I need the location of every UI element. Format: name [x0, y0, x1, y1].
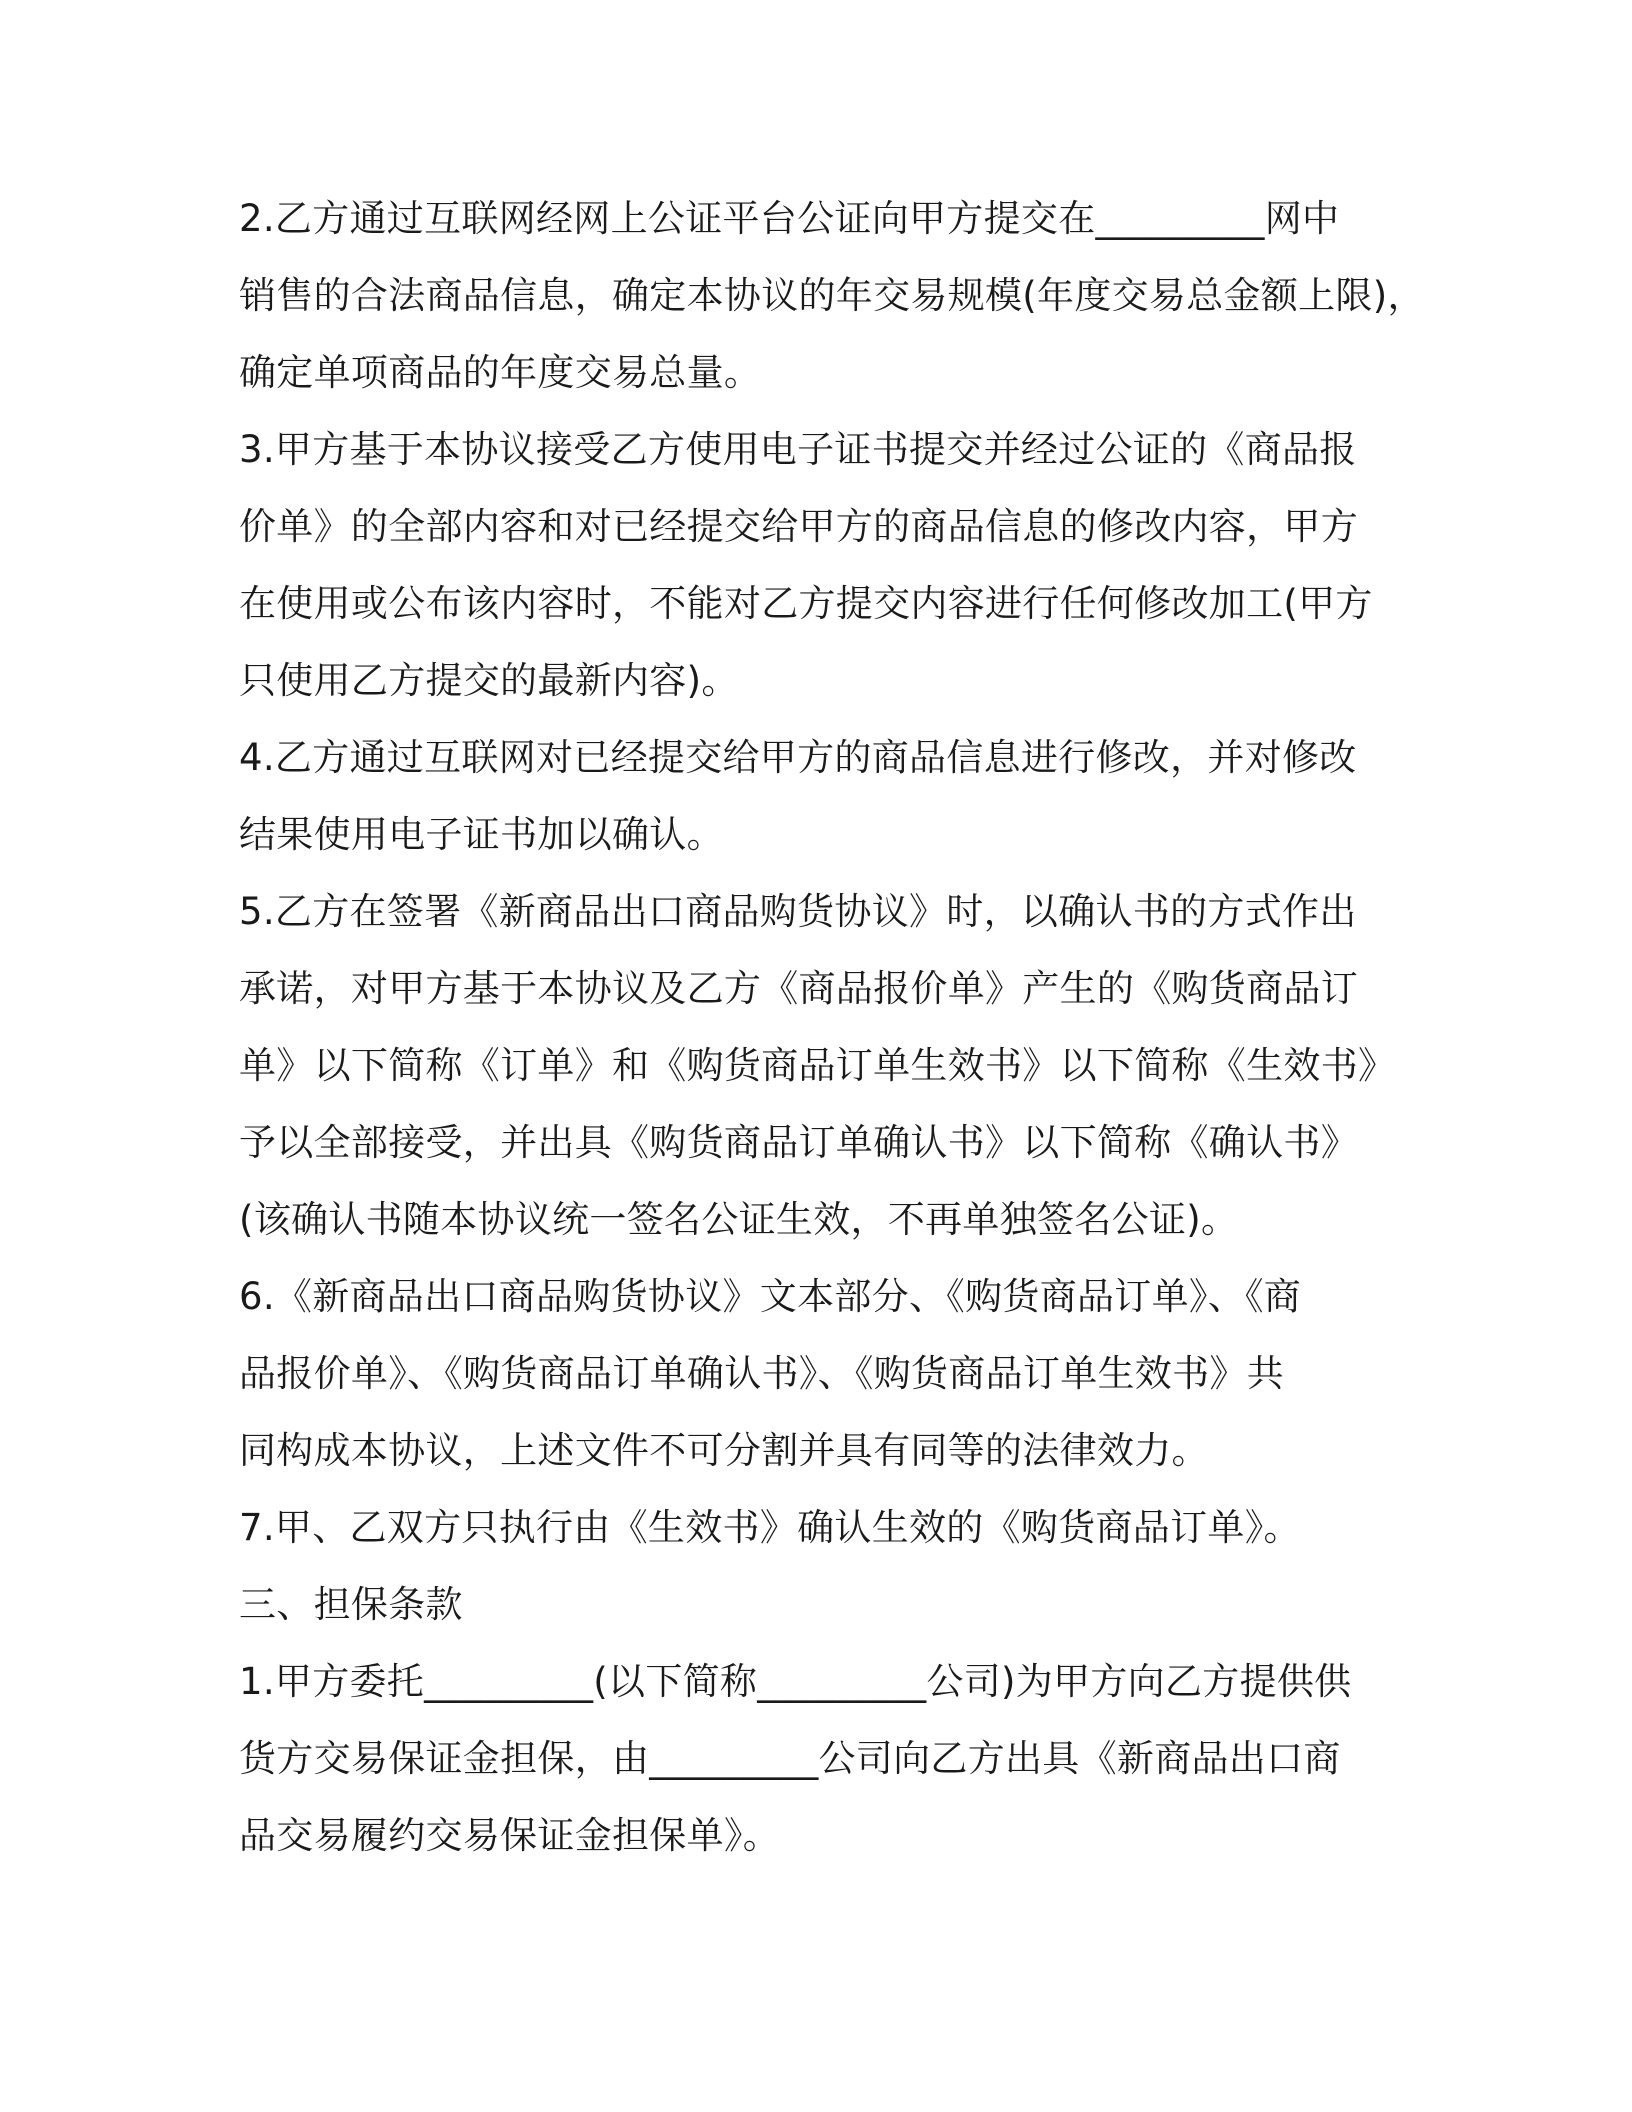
- text-line: 货方交易保证金担保，由_________公司向乙方出具《新商品出口商: [239, 1737, 1341, 1780]
- text-line: 同构成本协议，上述文件不可分割并具有同等的法律效力。: [239, 1429, 1209, 1472]
- text-line: 7.甲、乙双方只执行由《生效书》确认生效的《购货商品订单》。: [239, 1506, 1301, 1549]
- section-heading: 三、担保条款: [239, 1583, 463, 1626]
- text-line: 2.乙方通过互联网经网上公证平台公证向甲方提交在_________网中: [239, 197, 1340, 240]
- text-line: 3.甲方基于本协议接受乙方使用电子证书提交并经过公证的《商品报: [239, 428, 1357, 471]
- text-line: 确定单项商品的年度交易总量。: [239, 351, 762, 394]
- text-line: 4.乙方通过互联网对已经提交给甲方的商品信息进行修改，并对修改: [239, 736, 1357, 779]
- text-line: 销售的合法商品信息，确定本协议的年交易规模(年度交易总金额上限)，: [239, 274, 1425, 317]
- text-line: 价单》的全部内容和对已经提交给甲方的商品信息的修改内容，甲方: [239, 505, 1358, 548]
- text-line: 结果使用电子证书加以确认。: [239, 813, 724, 856]
- text-line: 予以全部接受，并出具《购货商品订单确认书》以下简称《确认书》: [239, 1121, 1358, 1164]
- text-line: 在使用或公布该内容时，不能对乙方提交内容进行任何修改加工(甲方: [239, 582, 1373, 625]
- text-line: 1.甲方委托_________(以下简称_________公司)为甲方向乙方提供供: [239, 1660, 1352, 1703]
- text-line: 品交易履约交易保证金担保单》。: [239, 1814, 780, 1857]
- text-line: 6.《新商品出口商品购货协议》文本部分、《购货商品订单》、《商: [239, 1275, 1302, 1318]
- text-line: 单》以下简称《订单》和《购货商品订单生效书》以下简称《生效书》: [239, 1044, 1396, 1087]
- document-body: [239, 188, 1425, 1882]
- text-line: (该确认书随本协议统一签名公证生效，不再单独签名公证)。: [239, 1198, 1239, 1241]
- text-line: 品报价单》、《购货商品订单确认书》、《购货商品订单生效书》共: [239, 1352, 1284, 1395]
- text-line: 只使用乙方提交的最新内容)。: [239, 659, 739, 702]
- text-line: 承诺，对甲方基于本协议及乙方《商品报价单》产生的《购货商品订: [239, 967, 1358, 1010]
- text-line: 5.乙方在签署《新商品出口商品购货协议》时，以确认书的方式作出: [239, 890, 1357, 933]
